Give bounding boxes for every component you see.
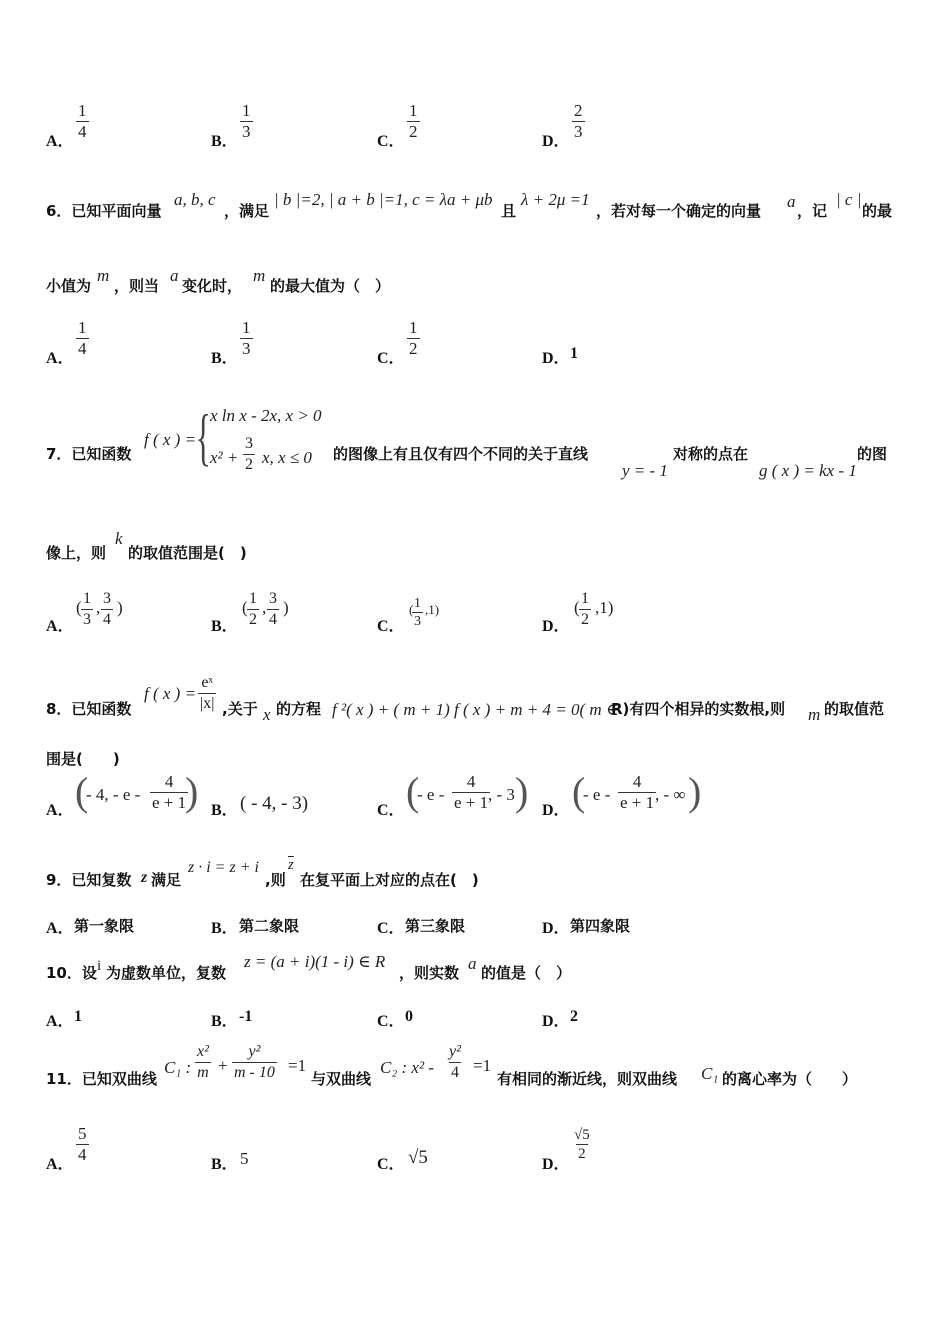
q7-case2b: x, x ≤ 0 <box>262 448 312 467</box>
q8-option-c-lbracket: ( <box>406 769 420 814</box>
q6-option-c-label[interactable]: C． <box>377 350 405 367</box>
q7-option-c-lparen: ( <box>409 602 414 617</box>
q11-frac-y2-4: $\frac{\text{y²}}{4}$ <box>449 1043 461 1081</box>
q11-c1: C₁ : <box>164 1058 192 1077</box>
q8-prefix: 8．已知函数 <box>46 700 132 718</box>
q7-option-a-lparen: ( <box>76 598 82 617</box>
q7-option-c-frac: $\frac{1}{3}$ <box>414 596 421 629</box>
q11-option-d-value: $\frac{√5}{2}$ <box>574 1127 590 1162</box>
q8-x: x <box>263 705 271 724</box>
q8-option-d-label[interactable]: D． <box>542 802 570 819</box>
q9-zbar: $\overline{z}$ <box>288 857 294 873</box>
q5-option-b-label[interactable]: B． <box>211 133 238 150</box>
q6-option-a-value: $\frac{1}{4}$ <box>78 318 87 358</box>
q10-option-b-label[interactable]: B． <box>211 1013 238 1030</box>
q9-option-d-label[interactable]: D． <box>542 920 570 937</box>
q10-option-d-label[interactable]: D． <box>542 1013 570 1030</box>
q11-option-c-value: √5 <box>408 1147 428 1168</box>
q11-tail: 有相同的渐近线，则双曲线 <box>497 1070 678 1088</box>
q7-option-a-frac2: $\frac{3}{4}$ <box>103 590 111 628</box>
q9-option-b-label[interactable]: B． <box>211 920 238 937</box>
q6-ji: ，记 <box>797 202 828 220</box>
q9-z: z <box>141 869 148 886</box>
q6-m: m <box>97 266 110 285</box>
q10-i: i <box>97 958 102 974</box>
q6-option-b-value: $\frac{1}{3}$ <box>242 318 251 358</box>
q7-option-c-tail: ,1) <box>425 602 440 617</box>
q9-option-a-value: 第一象限 <box>74 917 135 935</box>
q7-option-b-lparen: ( <box>242 598 248 617</box>
q7-option-b-comma: , <box>262 598 267 617</box>
q6-option-b-label[interactable]: B． <box>211 350 238 367</box>
q9-then: ,则 <box>265 871 286 889</box>
q7-option-a-rparen: ) <box>117 598 123 617</box>
q6-expr1: | b |=2, | a + b |=1, c = λa + μb <box>274 190 493 209</box>
q6-and: 且 <box>501 202 517 220</box>
q8-option-b-label[interactable]: B． <box>211 802 238 819</box>
q7-line2b: 的取值范围是( ) <box>128 544 247 562</box>
q5-option-b-value: $\frac{1}{3}$ <box>242 101 251 141</box>
q11-option-d-label[interactable]: D． <box>542 1156 570 1173</box>
q6-line2-c: 变化时， <box>182 277 243 295</box>
q5-option-c-value: $\frac{1}{2}$ <box>409 101 418 141</box>
q9-tail: 在复平面上对应的点在( ) <box>300 871 479 889</box>
q7-line: y = - 1 <box>622 461 668 480</box>
q6-vector-a: a <box>787 192 796 211</box>
q10-option-c-label[interactable]: C． <box>377 1013 405 1030</box>
q7-option-b-rparen: ) <box>283 598 289 617</box>
q7-mid2: 对称的点在 <box>673 445 749 463</box>
q7-option-b-frac1: $\frac{1}{2}$ <box>249 590 257 628</box>
q7-brace: { <box>195 401 212 472</box>
q10-option-d-value: 2 <box>570 1008 578 1025</box>
q6-line2-a: 小值为 <box>46 277 92 295</box>
q10-mid: 为虚数单位，复数 <box>106 964 227 982</box>
q8-m: m <box>808 705 821 724</box>
q6-line2-b: ，则当 <box>114 277 160 295</box>
q7-option-d-frac: $\frac{1}{2}$ <box>581 590 589 628</box>
q9-option-c-label[interactable]: C． <box>377 920 405 937</box>
q8-eq-tail: R)有四个相异的实数根,则 <box>611 700 786 718</box>
q7-option-a-frac1: $\frac{1}{3}$ <box>83 590 91 628</box>
q11-frac-x2-m: $\frac{\text{x²}}{m}$ <box>197 1043 209 1081</box>
q9-option-b-value: 第二象限 <box>239 917 300 935</box>
q11-c2: C₂ : x² - <box>380 1058 434 1077</box>
q6-option-a-label[interactable]: A． <box>46 350 74 367</box>
q8-range: 的取值范 <box>824 700 885 718</box>
q9-prefix: 9．已知复数 <box>46 871 132 889</box>
q11-c1b: C₁ <box>701 1064 719 1083</box>
q7-case1: x ln x - 2x, x > 0 <box>210 406 322 425</box>
q8-fx: f ( x ) = <box>144 684 197 703</box>
q7-fx: f ( x ) = <box>144 430 197 449</box>
q8-option-d-lbracket: ( <box>572 769 586 814</box>
q11-eq2: =1 <box>473 1056 492 1075</box>
q8-option-c-frac: $\frac{4}{e + 1}$ <box>454 772 489 812</box>
q7-option-b-label[interactable]: B． <box>211 618 238 635</box>
q6-zui: 的最 <box>862 202 893 220</box>
q9-option-d-value: 第四象限 <box>570 917 631 935</box>
q10-tail: ，则实数 <box>399 964 460 982</box>
q6-cond2: ，若对每一个确定的向量 <box>596 202 762 220</box>
q6-line2-d: 的最大值为（ ） <box>270 277 391 295</box>
q8-option-d-left: - e - <box>583 785 611 804</box>
q11-option-b-value: 5 <box>240 1149 249 1168</box>
q8-option-a-left: - 4, - e - <box>86 785 141 804</box>
q8-option-c-rbracket: ) <box>515 769 529 814</box>
q7-option-a-comma: , <box>96 598 101 617</box>
q8-equation: f ²( x ) + ( m + 1) f ( x ) + m + 4 = 0( m ∈ <box>332 700 619 719</box>
q7-option-a-label[interactable]: A． <box>46 618 74 635</box>
q7-option-d-label[interactable]: D． <box>542 618 570 635</box>
q9-equation: z · i = z + i <box>188 859 259 876</box>
q6-expr2: λ + 2μ =1 <box>521 190 590 209</box>
q8-option-a-label[interactable]: A． <box>46 802 74 819</box>
q9-option-c-value: 第三象限 <box>405 917 466 935</box>
q7-case2-frac: $\frac{3}{2}$ <box>245 435 253 473</box>
q6-prefix: 6．已知平面向量 <box>46 202 162 220</box>
q5-option-a-value: $\frac{1}{4}$ <box>78 101 87 141</box>
q8-option-c-right: , - 3 <box>488 785 515 804</box>
q7-k: k <box>115 529 123 548</box>
q8-option-a-lbracket: ( <box>75 769 89 814</box>
q8-f-frac: $\frac{\text{eˣ}}{|x|}$ <box>200 674 215 712</box>
q8-eq-prefix: 的方程 <box>276 700 322 718</box>
q7-option-c-label[interactable]: C． <box>377 618 405 635</box>
q11-mid: 与双曲线 <box>311 1070 372 1088</box>
q11-plus: + <box>218 1056 228 1075</box>
q7-gx: g ( x ) = kx - 1 <box>759 461 857 480</box>
q8-option-d-frac: $\frac{4}{e + 1}$ <box>620 772 655 812</box>
q7-option-d-lparen: ( <box>574 598 580 617</box>
q7-prefix: 7．已知函数 <box>46 445 132 463</box>
q7-line2: 像上，则 <box>46 544 107 562</box>
q10-prefix: 10．设 <box>46 964 97 982</box>
q11-frac-y2-m10: $\frac{\text{y²}}{m - 10}$ <box>234 1043 275 1081</box>
q10-tail2: 的值是（ ） <box>481 964 572 982</box>
q7-case2a: x² + <box>210 448 239 467</box>
q7-option-b-frac2: $\frac{3}{4}$ <box>269 590 277 628</box>
q6-m2: m <box>253 266 266 285</box>
q8-guanyu: ,关于 <box>222 700 258 718</box>
q11-tail2: 的离心率为（ ） <box>722 1070 858 1088</box>
q10-option-c-value: 0 <box>405 1008 413 1025</box>
q8-option-d-right: , - ∞ <box>655 785 686 804</box>
q6-option-d-label[interactable]: D． <box>542 350 570 367</box>
q7-de: 的图 <box>857 445 888 463</box>
q10-a: a <box>468 954 477 973</box>
q8-line2: 围是( ) <box>46 750 120 768</box>
q8-option-a-rbracket: ) <box>185 769 199 814</box>
q7-mid: 的图像上有且仅有四个不同的关于直线 <box>333 445 589 463</box>
q11-eq1: =1 <box>288 1056 307 1075</box>
q8-option-c-label[interactable]: C． <box>377 802 405 819</box>
q6-option-d-value: 1 <box>570 345 578 362</box>
q7-option-d-tail: ,1) <box>595 598 614 617</box>
q11-option-c-label[interactable]: C． <box>377 1156 405 1173</box>
q8-option-a-frac: $\frac{4}{e + 1}$ <box>152 772 187 812</box>
q9-option-a-label[interactable]: A． <box>46 920 74 937</box>
q5-option-c-label[interactable]: C． <box>377 133 405 150</box>
q11-option-a-label[interactable]: A． <box>46 1156 74 1173</box>
q10-equation: z = (a + i)(1 - i) ∈ R <box>244 952 386 971</box>
q11-option-b-label[interactable]: B． <box>211 1156 238 1173</box>
q9-cond: 满足 <box>151 871 182 889</box>
q8-option-c-left: - e - <box>417 785 445 804</box>
q11-prefix: 11．已知双曲线 <box>46 1070 157 1088</box>
q10-option-a-value: 1 <box>74 1008 82 1025</box>
q6-a2: a <box>170 266 179 285</box>
q11-option-a-value: $\frac{5}{4}$ <box>78 1124 87 1164</box>
q6-vectors: a, b, c <box>174 190 216 209</box>
q10-option-a-label[interactable]: A． <box>46 1013 74 1030</box>
q6-abs-c: | c | <box>836 190 862 209</box>
q6-option-c-value: $\frac{1}{2}$ <box>409 318 418 358</box>
q5-option-d-label[interactable]: D． <box>542 133 570 150</box>
q5-option-a-label[interactable]: A． <box>46 133 74 150</box>
q8-option-d-rbracket: ) <box>688 769 702 814</box>
q5-option-d-value: $\frac{2}{3}$ <box>574 101 583 141</box>
q6-cond1: ，满足 <box>224 202 270 220</box>
q10-option-b-value: -1 <box>239 1008 253 1025</box>
q8-option-b-value: ( - 4, - 3) <box>240 793 309 814</box>
